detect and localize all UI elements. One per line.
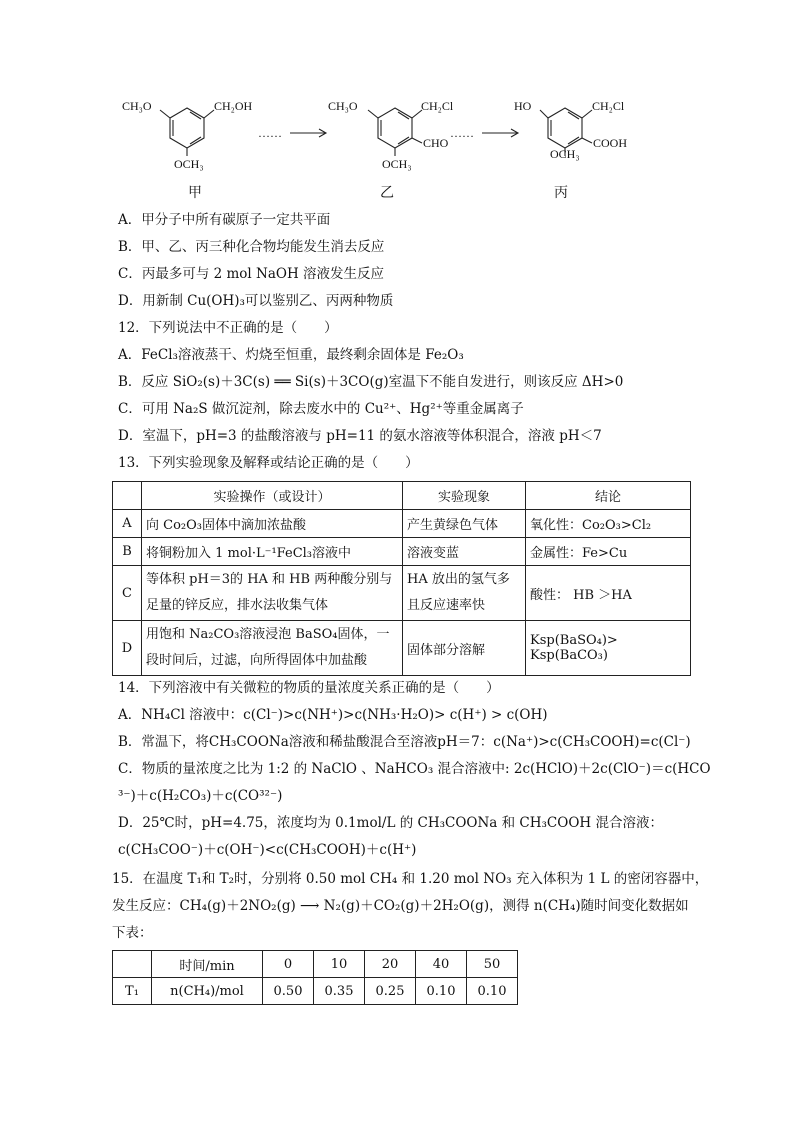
table-cell: 0.10 (467, 978, 518, 1005)
table-cell: 向 Co₂O₃固体中滴加浓盐酸 (142, 510, 403, 538)
q14-line: ³⁻)＋c(H₂CO₃)＋c(CO³²⁻) (118, 788, 283, 804)
q15-line: 下表： (112, 925, 153, 941)
table-cell: B (113, 538, 142, 566)
table-header-cell: 实验操作（或设计） (142, 482, 403, 510)
benzene-ring-b (378, 108, 412, 148)
q15-table (112, 950, 518, 1005)
sub-c-right: COOH (593, 136, 628, 150)
table-header-cell (113, 482, 142, 510)
table-cell: 固体部分溶解 (403, 621, 526, 676)
q12-option-c: C．可用 Na₂S 做沉淀剂，除去废水中的 Cu²⁺、Hg²⁺等重金属离子 (118, 401, 524, 417)
table-header-row (113, 482, 691, 510)
q11-option-b: B．甲、乙、丙三种化合物均能发生消去反应 (118, 239, 385, 255)
table-row (113, 510, 691, 538)
sub-b-bottom: OCH₃ (382, 157, 412, 171)
table-header-cell: 实验现象 (403, 482, 526, 510)
table-cell: 0.10 (416, 978, 467, 1005)
q14-line: D．25℃时，pH=4.75，浓度均为 0.1mol/L 的 CH₃COONa 和 CH₃COOH 混合溶液： (118, 815, 663, 831)
table-row (113, 621, 691, 676)
sub-b-top-left: CH₃O (328, 99, 358, 113)
q12-stem: 12．下列说法中不正确的是（ ） (118, 320, 338, 336)
q12-option-d: D．室温下，pH=3 的盐酸溶液与 pH=11 的氨水溶液等体积混合，溶液 pH＜7 (118, 428, 602, 444)
table-row (113, 978, 518, 1005)
dots-1: …… (258, 126, 282, 140)
sub-a-bottom: OCH₃ (174, 157, 204, 171)
sub-a-top-right: CH₂OH (214, 99, 253, 113)
table-cell (113, 951, 152, 978)
benzene-ring-c (548, 108, 582, 148)
table-cell: T₁ (113, 978, 152, 1005)
reaction-scheme (110, 88, 710, 208)
question-11-12 (118, 207, 718, 477)
table-cell: 时间/min (152, 951, 263, 978)
table-cell: n(CH₄)/mol (152, 978, 263, 1005)
q12-option-a: A．FeCl₃溶液蒸干、灼烧至恒重，最终剩余固体是 Fe₂O₃ (118, 347, 464, 363)
sub-b-top-right: CH₂Cl (421, 99, 454, 113)
sub-c-top-right: CH₂Cl (592, 99, 625, 113)
table-cell: 将铜粉加入 1 mol·L⁻¹FeCl₃溶液中 (142, 538, 403, 566)
q14-line: c(CH₃COO⁻)＋c(OH⁻)<c(CH₃COOH)＋c(H⁺) (118, 842, 417, 858)
sub-c-bottom: OCH₃ (550, 147, 580, 161)
dots-2: …… (450, 126, 474, 140)
q14-stem: 14．下列溶液中有关微粒的物质的量浓度关系正确的是（ ） (118, 680, 500, 696)
table-row (113, 951, 518, 978)
table-cell: 0 (263, 951, 314, 978)
q13-table (112, 481, 691, 676)
label-jia: 甲 (188, 185, 202, 201)
benzene-ring-a (170, 108, 204, 148)
table-cell: HA 放出的氢气多且反应速率快 (403, 566, 526, 621)
table-cell: 金属性：Fe>Cu (526, 538, 691, 566)
table-cell: Ksp(BaSO₄)> Ksp(BaCO₃) (526, 621, 691, 676)
q12-option-b: B．反应 SiO₂(s)＋3C(s) ══ Si(s)＋3CO(g)室温下不能自发进行，则该反应 ΔH>0 (118, 374, 624, 390)
table-cell: 用饱和 Na₂CO₃溶液浸泡 BaSO₄固体，一段时间后，过滤，向所得固体中加盐酸 (142, 621, 403, 676)
question-14 (118, 675, 718, 864)
table-cell: D (113, 621, 142, 676)
q13-stem: 13．下列实验现象及解释或结论正确的是（ ） (118, 455, 419, 471)
q15-line: 发生反应：CH₄(g)＋2NO₂(g) ⟶ N₂(g)＋CO₂(g)＋2H₂O(g)，测得 n(CH₄)随时间变化数据如 (112, 898, 689, 914)
table-cell: 0.50 (263, 978, 314, 1005)
table-cell: 20 (365, 951, 416, 978)
q14-line: C．物质的量浓度之比为 1:2 的 NaClO 、NaHCO₃ 混合溶液中: 2c(HClO)＋2c(ClO⁻)＝c(HCO (118, 761, 711, 777)
table-header-cell: 结论 (526, 482, 691, 510)
table-row (113, 566, 691, 621)
q11-option-c: C．丙最多可与 2 mol NaOH 溶液发生反应 (118, 266, 385, 282)
table-cell: A (113, 510, 142, 538)
table-cell: 0.25 (365, 978, 416, 1005)
q11-option-a: A．甲分子中所有碳原子一定共平面 (118, 212, 331, 228)
table-cell: 50 (467, 951, 518, 978)
q14-line: A．NH₄Cl 溶液中：c(Cl⁻)>c(NH⁺)>c(NH₃·H₂O)> c(H⁺) > c(OH) (118, 707, 548, 723)
sub-c-top-left: HO (514, 99, 532, 113)
table-cell: 40 (416, 951, 467, 978)
q11-option-d: D．用新制 Cu(OH)₃可以鉴别乙、丙两种物质 (118, 293, 394, 309)
label-yi: 乙 (380, 185, 394, 201)
table-cell: 溶液变蓝 (403, 538, 526, 566)
table-cell: 0.35 (314, 978, 365, 1005)
sub-b-right: CHO (423, 136, 449, 150)
table-cell: 10 (314, 951, 365, 978)
table-cell: 氧化性：Co₂O₃>Cl₂ (526, 510, 691, 538)
table-cell: 等体积 pH＝3的 HA 和 HB 两种酸分别与足量的锌反应，排水法收集气体 (142, 566, 403, 621)
label-bing: 丙 (554, 185, 568, 201)
sub-a-top-left: CH₃O (122, 99, 152, 113)
question-15 (112, 866, 708, 947)
table-cell: C (113, 566, 142, 621)
table-row (113, 538, 691, 566)
q14-line: B．常温下，将CH₃COONa溶液和稀盐酸混合至溶液pH＝7：c(Na⁺)>c(CH₃COOH)=c(Cl⁻) (118, 734, 691, 750)
q15-line: 15．在温度 T₁和 T₂时，分别将 0.50 mol CH₄ 和 1.20 mol NO₃ 充入体积为 1 L 的密闭容器中， (112, 871, 709, 887)
table-cell: 酸性： HB ＞HA (526, 566, 691, 621)
table-cell: 产生黄绿色气体 (403, 510, 526, 538)
